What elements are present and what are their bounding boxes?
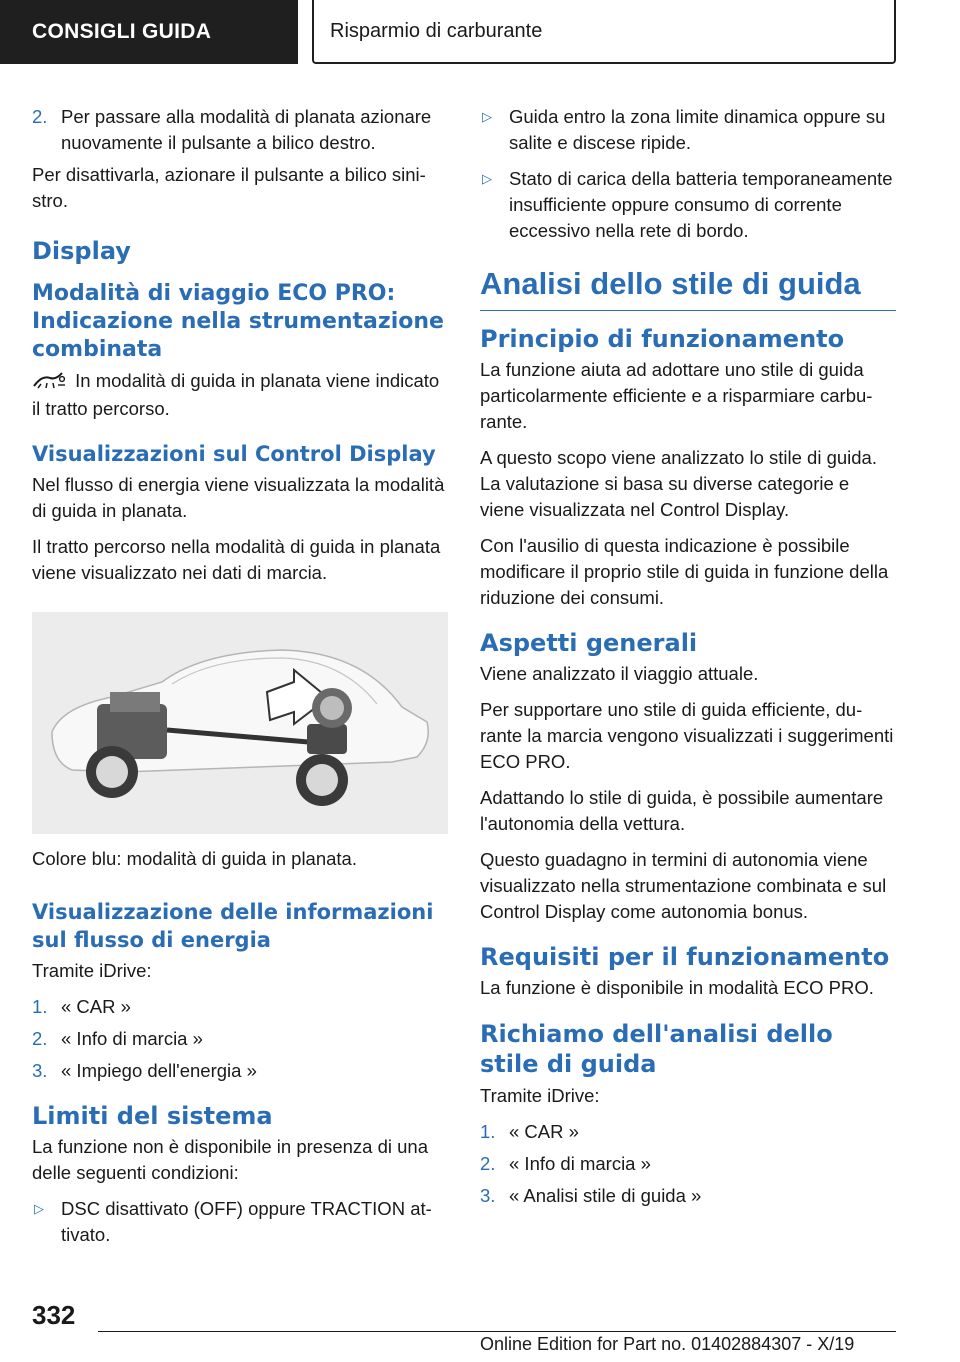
step-text: « Info di marcia » [509, 1153, 651, 1174]
paragraph: La funzione è disponibile in modalità ECO PRO. [480, 977, 874, 998]
paragraph: Con l'ausilio di questa indicazione è possibile modificare il proprio stile di guida in funzione della riduzione dei consumi. [480, 535, 889, 608]
bullet-text: DSC disattivato (OFF) oppure TRACTION attivato. [61, 1197, 432, 1245]
step-number: 2. [32, 1027, 48, 1049]
subsection-heading: Visualizzazioni sul Control Display [32, 441, 436, 466]
step-text: « Info di marcia » [61, 1027, 203, 1049]
bullet-triangle-icon: ▷ [482, 109, 492, 124]
steps-list [480, 1119, 896, 1209]
right-column [480, 104, 896, 1219]
paragraph: Tramite iDrive: [32, 959, 152, 981]
list-item [480, 1183, 896, 1209]
step-number: 2. [32, 106, 48, 127]
subsection-heading: Visualizzazione delle informazioni sul flusso di energia [32, 899, 434, 952]
list-item [32, 1058, 448, 1084]
chapter-heading: Analisi dello stile di guida [480, 264, 896, 311]
step-text: « CAR » [509, 1121, 579, 1142]
section-title: CONSIGLI GUIDA [32, 20, 212, 43]
bullet-triangle-icon: ▷ [482, 171, 492, 186]
list-item [480, 166, 896, 244]
list-item [480, 104, 896, 156]
road-icon [32, 369, 66, 396]
paragraph: La funzione non è disponibile in presenza di una delle seguenti condizioni: [32, 1135, 428, 1183]
paragraph [32, 368, 448, 422]
step-number: 3. [32, 1059, 48, 1081]
step-number: 1. [32, 995, 48, 1017]
paragraph: Questo guadagno in termini di autonomia viene visualizzato nella strumentazione combinata e sul Control Display come autonomia bonus. [480, 849, 887, 922]
step-number: 1. [480, 1121, 496, 1142]
paragraph: Per supportare uno stile di guida efficiente, durante la marcia vengono visualizzati i suggerimenti ECO PRO. [480, 699, 894, 772]
section-heading: Requisiti per il funzionamento [480, 943, 890, 971]
section-heading: Richiamo dell'analisi dello stile di guida [480, 1020, 833, 1078]
paragraph-text: In modalità di guida in planata viene indicato il tratto percorso. [32, 370, 440, 419]
list-item [480, 1151, 896, 1177]
paragraph: Il tratto percorso nella modalità di guida in planata viene visualizzato nei dati di marcia. [32, 535, 441, 583]
paragraph: Adattando lo stile di guida, è possibile aumentare l'autonomia della vettura. [480, 787, 884, 834]
list-item [32, 994, 448, 1020]
car-illustration [32, 612, 448, 834]
bullet-text: Stato di carica della batteria temporaneamente insufficiente oppure consumo di corrente eccessivo nella rete di bordo. [509, 168, 893, 241]
chapter-title: Risparmio di carburante [330, 19, 543, 42]
paragraph: A questo scopo viene analizzato lo stile di guida. La valutazione si basa su diverse categorie e viene visualizzata nel Control Display. [480, 447, 877, 520]
section-tab [0, 0, 298, 64]
step-text: « CAR » [61, 995, 131, 1017]
step-text: « Analisi stile di guida » [509, 1185, 702, 1206]
paragraph: Per disattivarla, azionare il pulsante a bilico sinistro. [32, 164, 426, 211]
edition-note: Online Edition for Part no. 01402884307 - X/19 [480, 1334, 855, 1354]
bullet-triangle-icon: ▷ [34, 1200, 44, 1216]
paragraph: Tramite iDrive: [480, 1085, 600, 1106]
list-item [32, 104, 448, 156]
step-number: 3. [480, 1185, 496, 1206]
page-number: 332 [32, 1300, 76, 1330]
subsection-heading: Modalità di viaggio ECO PRO: Indicazione nella strumentazione combinata [32, 281, 444, 362]
section-heading: Display [32, 237, 131, 265]
section-heading: Principio di funzionamento [480, 325, 845, 353]
section-heading: Aspetti generali [480, 629, 698, 657]
chapter-tab [312, 0, 896, 64]
step-text: Per passare alla modalità di planata azionare nuovamente il pulsante a bilico destro. [61, 106, 432, 153]
paragraph: Viene analizzato il viaggio attuale. [480, 663, 759, 684]
steps-list [32, 994, 448, 1084]
figure-caption: Colore blu: modalità di guida in planata. [32, 847, 357, 869]
paragraph: La funzione aiuta ad adottare uno stile di guida particolarmente efficiente e a risparmiare carburante. [480, 359, 873, 432]
left-column [32, 104, 448, 1258]
car-drivetrain-figure [32, 612, 448, 834]
step-text: « Impiego dell'energia » [61, 1059, 257, 1081]
footer-divider [98, 1331, 896, 1332]
step-number: 2. [480, 1153, 496, 1174]
list-item [32, 1026, 448, 1052]
paragraph: Nel flusso di energia viene visualizzata la modalità di guida in planata. [32, 473, 445, 521]
list-item [480, 1119, 896, 1145]
section-heading: Limiti del sistema [32, 1101, 273, 1130]
list-item [32, 1196, 448, 1248]
bullet-text: Guida entro la zona limite dinamica oppure su salite e discese ripide. [509, 106, 886, 153]
